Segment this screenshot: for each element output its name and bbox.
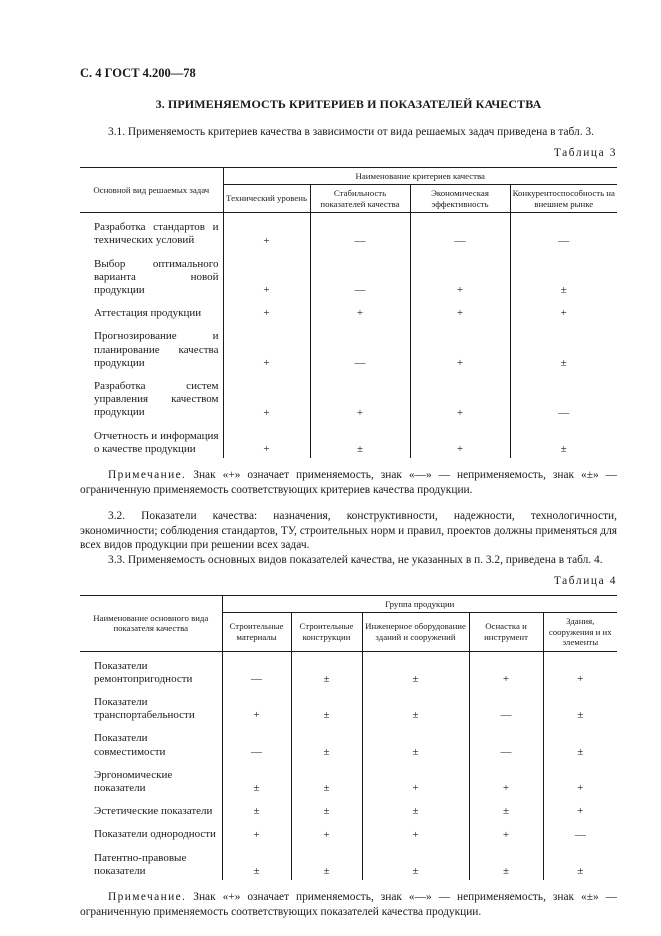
cell: + [469, 820, 543, 843]
cell: — [222, 724, 291, 760]
table3-note [80, 468, 617, 497]
table-row [80, 422, 617, 458]
section-title: 3. ПРИМЕНЯЕМОСТЬ КРИТЕРИЕВ И ПОКАЗАТЕЛЕЙ КАЧЕСТВА [155, 97, 542, 111]
note-label: Примечание. [108, 468, 187, 481]
row-name: Разработка стандартов и технических условий [94, 221, 219, 247]
cell: ± [362, 844, 469, 880]
cell: + [222, 688, 291, 724]
cell: + [410, 250, 510, 300]
cell: ± [310, 422, 410, 458]
table-row [80, 322, 617, 372]
cell: ± [543, 724, 617, 760]
cell: ± [291, 844, 362, 880]
cell: — [310, 250, 410, 300]
cell: ± [510, 250, 617, 300]
table-4 [80, 595, 617, 880]
table4-col-header: Строительные материалы [222, 613, 291, 652]
cell: — [469, 688, 543, 724]
row-name: Показатели транспортабельности [94, 695, 195, 722]
table4-caption: Таблица 4 [553, 574, 617, 587]
cell: + [223, 213, 310, 250]
table3-col0-header: Основной вид решаемых задач [80, 167, 223, 213]
row-name: Разработка систем управления качеством продукции [94, 379, 219, 419]
cell: + [410, 372, 510, 422]
table-row [80, 299, 617, 322]
cell: — [222, 651, 291, 688]
row-name: Эстетические показатели [94, 805, 213, 818]
cell: ± [291, 761, 362, 797]
cell: ± [291, 724, 362, 760]
row-name: Аттестация продукции [94, 307, 202, 320]
table-row [80, 844, 617, 880]
table-row [80, 213, 617, 250]
note-label: Примечание. [108, 890, 187, 903]
cell: — [510, 213, 617, 250]
cell: ± [362, 688, 469, 724]
table4-group-header: Группа продукции [222, 595, 617, 613]
paragraph-3-2: 3.2. Показатели качества: назначения, конструктивности, надежности, технологичности, экономичности; соблюдения стандартов, ТУ, строительных норм и правил, проектов должны применяться для всех видов продукции при решении всех задач. [80, 510, 617, 552]
row-name: Отчетность и информация о качестве продукции [94, 429, 219, 455]
table3-group-header: Наименование критериев качества [223, 167, 617, 185]
row-name: Эргономические показатели [94, 768, 173, 794]
table3-col-header: Стабильность показателей качества [310, 185, 410, 213]
cell: ± [222, 844, 291, 880]
table-row [80, 372, 617, 422]
cell: ± [469, 797, 543, 820]
table4-col-header: Строительные конструкции [291, 613, 362, 652]
cell: + [291, 820, 362, 843]
cell: + [410, 322, 510, 372]
cell: — [510, 372, 617, 422]
cell: + [469, 761, 543, 797]
row-name: Выбор оптимального варианта новой продукции [94, 257, 219, 296]
row-name: Патентно-правовые показатели [94, 851, 187, 877]
cell: ± [291, 688, 362, 724]
table3-caption: Таблица 3 [553, 146, 617, 159]
cell: ± [222, 761, 291, 797]
cell: + [223, 422, 310, 458]
cell: ± [362, 724, 469, 760]
paragraph-3-3: 3.3. Применяемость основных видов показателей качества, не указанных в п. 3.2, приведена в табл. 4. [108, 553, 603, 566]
cell: + [543, 651, 617, 688]
cell: + [469, 651, 543, 688]
paragraph-3-1: 3.1. Применяемость критериев качества в зависимости от вида решаемых задач приведена в табл. 3. [108, 126, 594, 138]
cell: + [410, 299, 510, 322]
note-text: Знак «+» означает применяемость, знак «—» — неприменяемость, знак «±» — ограниченную применяемость соответствующих критериев качества продукции. [80, 468, 617, 496]
page-header: С. 4 ГОСТ 4.200—78 [80, 66, 196, 80]
table-row [80, 797, 617, 820]
table-row [80, 761, 617, 797]
table4-note [80, 890, 617, 919]
cell: — [543, 820, 617, 843]
cell: ± [543, 688, 617, 724]
table-3 [80, 167, 617, 458]
cell: + [410, 422, 510, 458]
cell: + [223, 250, 310, 300]
cell: — [469, 724, 543, 760]
row-name: Показатели однородности [94, 828, 216, 841]
cell: + [223, 299, 310, 322]
table4-col-header: Оснастка и инструмент [469, 613, 543, 652]
table4-col-header: Здания, сооружения и их элементы [543, 613, 617, 652]
cell: + [223, 322, 310, 372]
table3-col-header: Конкурентоспособность на внешнем рынке [510, 185, 617, 213]
cell: + [510, 299, 617, 322]
row-name: Показатели совместимости [94, 732, 166, 758]
cell: ± [291, 797, 362, 820]
cell: + [310, 372, 410, 422]
table-row [80, 820, 617, 843]
table-row [80, 724, 617, 760]
cell: ± [362, 797, 469, 820]
cell: ± [510, 322, 617, 372]
cell: — [310, 322, 410, 372]
table4-col-header: Инженерное оборудование зданий и сооружений [362, 613, 469, 652]
table-row [80, 651, 617, 688]
cell: ± [291, 651, 362, 688]
cell: + [543, 797, 617, 820]
cell: + [362, 761, 469, 797]
cell: ± [222, 797, 291, 820]
cell: — [410, 213, 510, 250]
table-row [80, 688, 617, 724]
table3-col-header: Экономическая эффективность [410, 185, 510, 213]
cell: + [310, 299, 410, 322]
table3-col-header: Технический уровень [223, 185, 310, 213]
note-text: Знак «+» означает применяемость, знак «—» — неприменяемость, знак «±» — ограниченную применяемость соответствующих показателей качества продукции. [80, 890, 617, 918]
table-row [80, 250, 617, 300]
row-name: Прогнозирование и планирование качества продукции [94, 330, 219, 369]
cell: + [223, 372, 310, 422]
cell: + [543, 761, 617, 797]
cell: ± [469, 844, 543, 880]
row-name: Показатели ремонтопригодности [94, 659, 193, 685]
cell: ± [543, 844, 617, 880]
cell: — [310, 213, 410, 250]
cell: + [362, 820, 469, 843]
cell: + [222, 820, 291, 843]
cell: ± [362, 651, 469, 688]
cell: ± [510, 422, 617, 458]
table4-col0-header: Наименование основного вида показателя качества [80, 595, 222, 651]
